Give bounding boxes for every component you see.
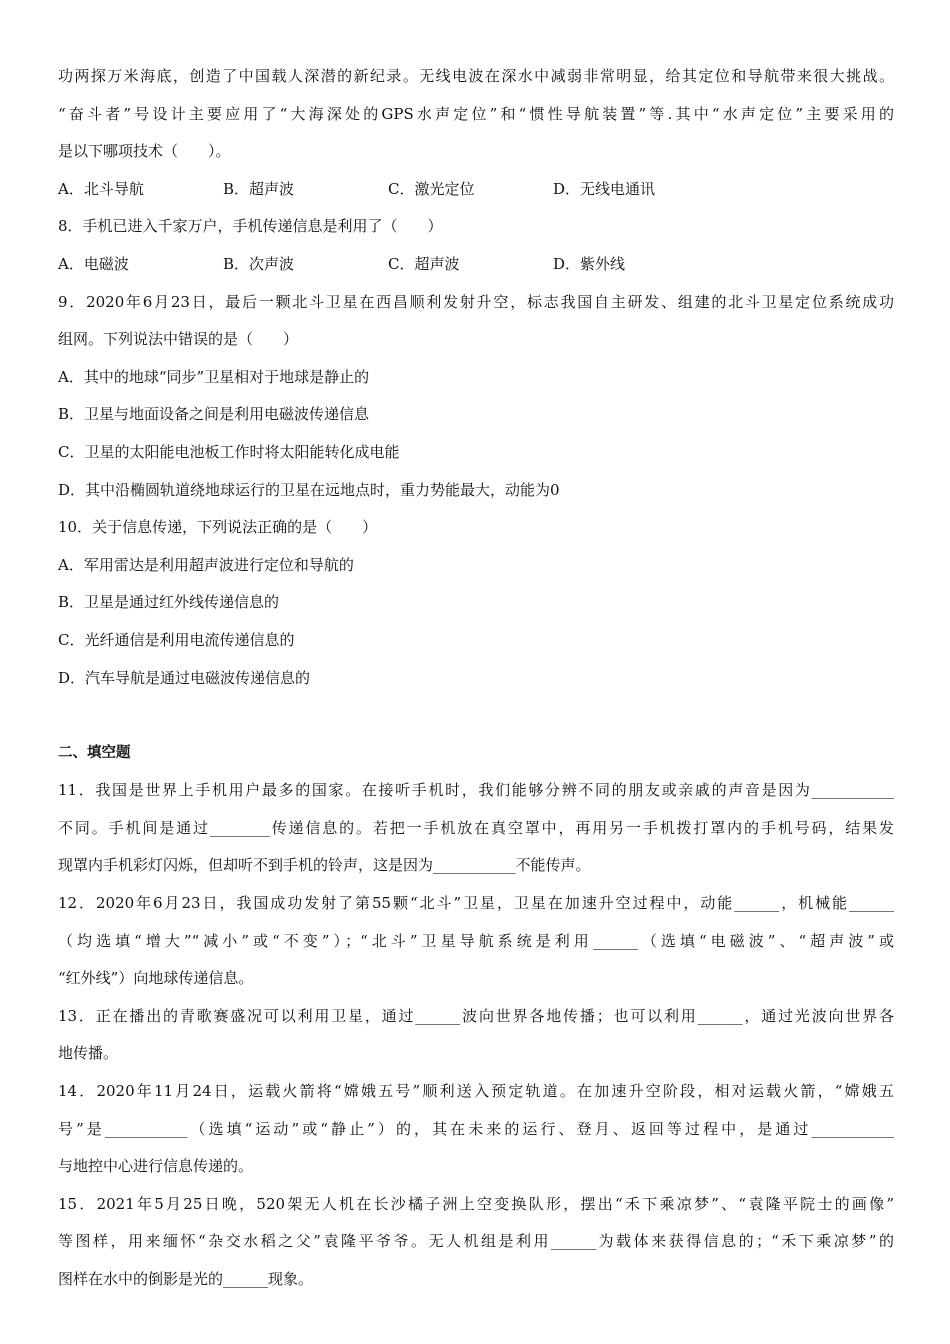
question-text-line: 13．正在播出的青歌赛盛况可以利用卫星，通过______波向世界各地传播；也可以利用______，通过光波向世界各: [58, 1006, 894, 1025]
question-stem: 8．手机已进入千家万户，手机传递信息是利用了（ ）: [58, 217, 443, 236]
option-d: D．其中沿椭圆轨道绕地球运行的卫星在远地点时，重力势能最大，动能为0: [58, 480, 560, 499]
option-a: A．北斗导航: [58, 179, 144, 198]
question-text-line: 组网。下列说法中错误的是（ ）: [58, 330, 299, 349]
question-11: [58, 772, 894, 885]
exam-page: [58, 58, 894, 1299]
question-text-line: （均选填“增大”“减小”或“不变”）；“北斗”卫星导航系统是利用______（选填“电磁波”、“超声波”或: [58, 931, 894, 950]
option-c: C．超声波: [388, 254, 460, 273]
section-title: 二、填空题: [58, 744, 131, 761]
question-9: [58, 284, 894, 510]
options-row: [58, 246, 894, 284]
question-text-line: 12．2020年6月23日，我国成功发射了第55颗“北斗”卫星，卫星在加速升空过程中，动能______，机械能______: [58, 894, 894, 913]
option-d: D．紫外线: [553, 254, 626, 273]
question-7: [58, 58, 894, 208]
question-text-line: 地传播。: [58, 1044, 119, 1063]
question-text-line: “奋斗者”号设计主要应用了“大海深处的GPS水声定位”和“惯性导航装置”等.其中“水声定位”主要采用的: [58, 104, 894, 123]
question-text-line: 现罩内手机彩灯闪烁，但却听不到手机的铃声，这是因为___________不能传声。: [58, 856, 591, 875]
option-b: B．超声波: [223, 179, 295, 198]
question-text-line: 15．2021年5月25日晚，520架无人机在长沙橘子洲上空变换队形，摆出“禾下乘凉梦”、“袁隆平院士的画像”: [58, 1194, 894, 1213]
question-13: [58, 998, 894, 1073]
question-text-line: 图样在水中的倒影是光的______现象。: [58, 1270, 314, 1288]
option-a: A．电磁波: [58, 254, 129, 273]
question-text-line: 功两探万米海底，创造了中国载人深潜的新纪录。无线电波在深水中减弱非常明显，给其定位和导航带来很大挑战。: [58, 67, 894, 85]
question-12: [58, 885, 894, 998]
options-row: [58, 171, 894, 209]
option-a: A．军用雷达是利用超声波进行定位和导航的: [58, 555, 354, 574]
question-15: [58, 1186, 894, 1299]
question-8: [58, 208, 894, 283]
option-b: B．卫星是通过红外线传递信息的: [58, 593, 280, 612]
question-text-line: 不同。手机间是通过________传递信息的。若把一手机放在真空罩中，再用另一手机拨打罩内的手机号码，结果发: [58, 818, 894, 837]
section-spacer: [58, 697, 894, 735]
option-c: C．光纤通信是利用电流传递信息的: [58, 630, 295, 649]
question-text-line: 与地控中心进行信息传递的。: [58, 1157, 254, 1176]
question-text-line: 号”是___________（选填“运动”或“静止”）的，其在未来的运行、登月、返回等过程中，是通过___________: [58, 1119, 894, 1138]
question-text-line: 9．2020年6月23日，最后一颗北斗卫星在西昌顺利发射升空，标志我国自主研发、组建的北斗卫星定位系统成功: [58, 292, 894, 311]
option-c: C．激光定位: [388, 179, 475, 198]
option-c: C．卫星的太阳能电池板工作时将太阳能转化成电能: [58, 442, 400, 461]
option-a: A．其中的地球“同步”卫星相对于地球是静止的: [58, 367, 370, 386]
question-14: [58, 1073, 894, 1186]
question-text-line: “红外线”）向地球传递信息。: [58, 969, 254, 988]
question-text-line: 等图样，用来缅怀“杂交水稻之父”袁隆平爷爷。无人机组是利用______为载体来获得信息的；“禾下乘凉梦”的: [58, 1232, 894, 1251]
option-d: D．汽车导航是通过电磁波传递信息的: [58, 668, 311, 687]
question-text-line: 11．我国是世界上手机用户最多的国家。在接听手机时，我们能够分辨不同的朋友或亲戚的声音是因为___________: [58, 781, 894, 800]
question-text-line: 是以下哪项技术（ ）。: [58, 142, 231, 161]
question-10: [58, 509, 894, 697]
option-b: B．卫星与地面设备之间是利用电磁波传递信息: [58, 405, 370, 424]
question-text-line: 14．2020年11月24日，运载火箭将“嫦娥五号”顺利送入预定轨道。在加速升空阶段，相对运载火箭，“嫦娥五: [58, 1082, 894, 1101]
option-b: B．次声波: [223, 254, 295, 273]
option-d: D．无线电通讯: [553, 179, 656, 198]
question-stem: 10．关于信息传递，下列说法正确的是（ ）: [58, 518, 378, 537]
